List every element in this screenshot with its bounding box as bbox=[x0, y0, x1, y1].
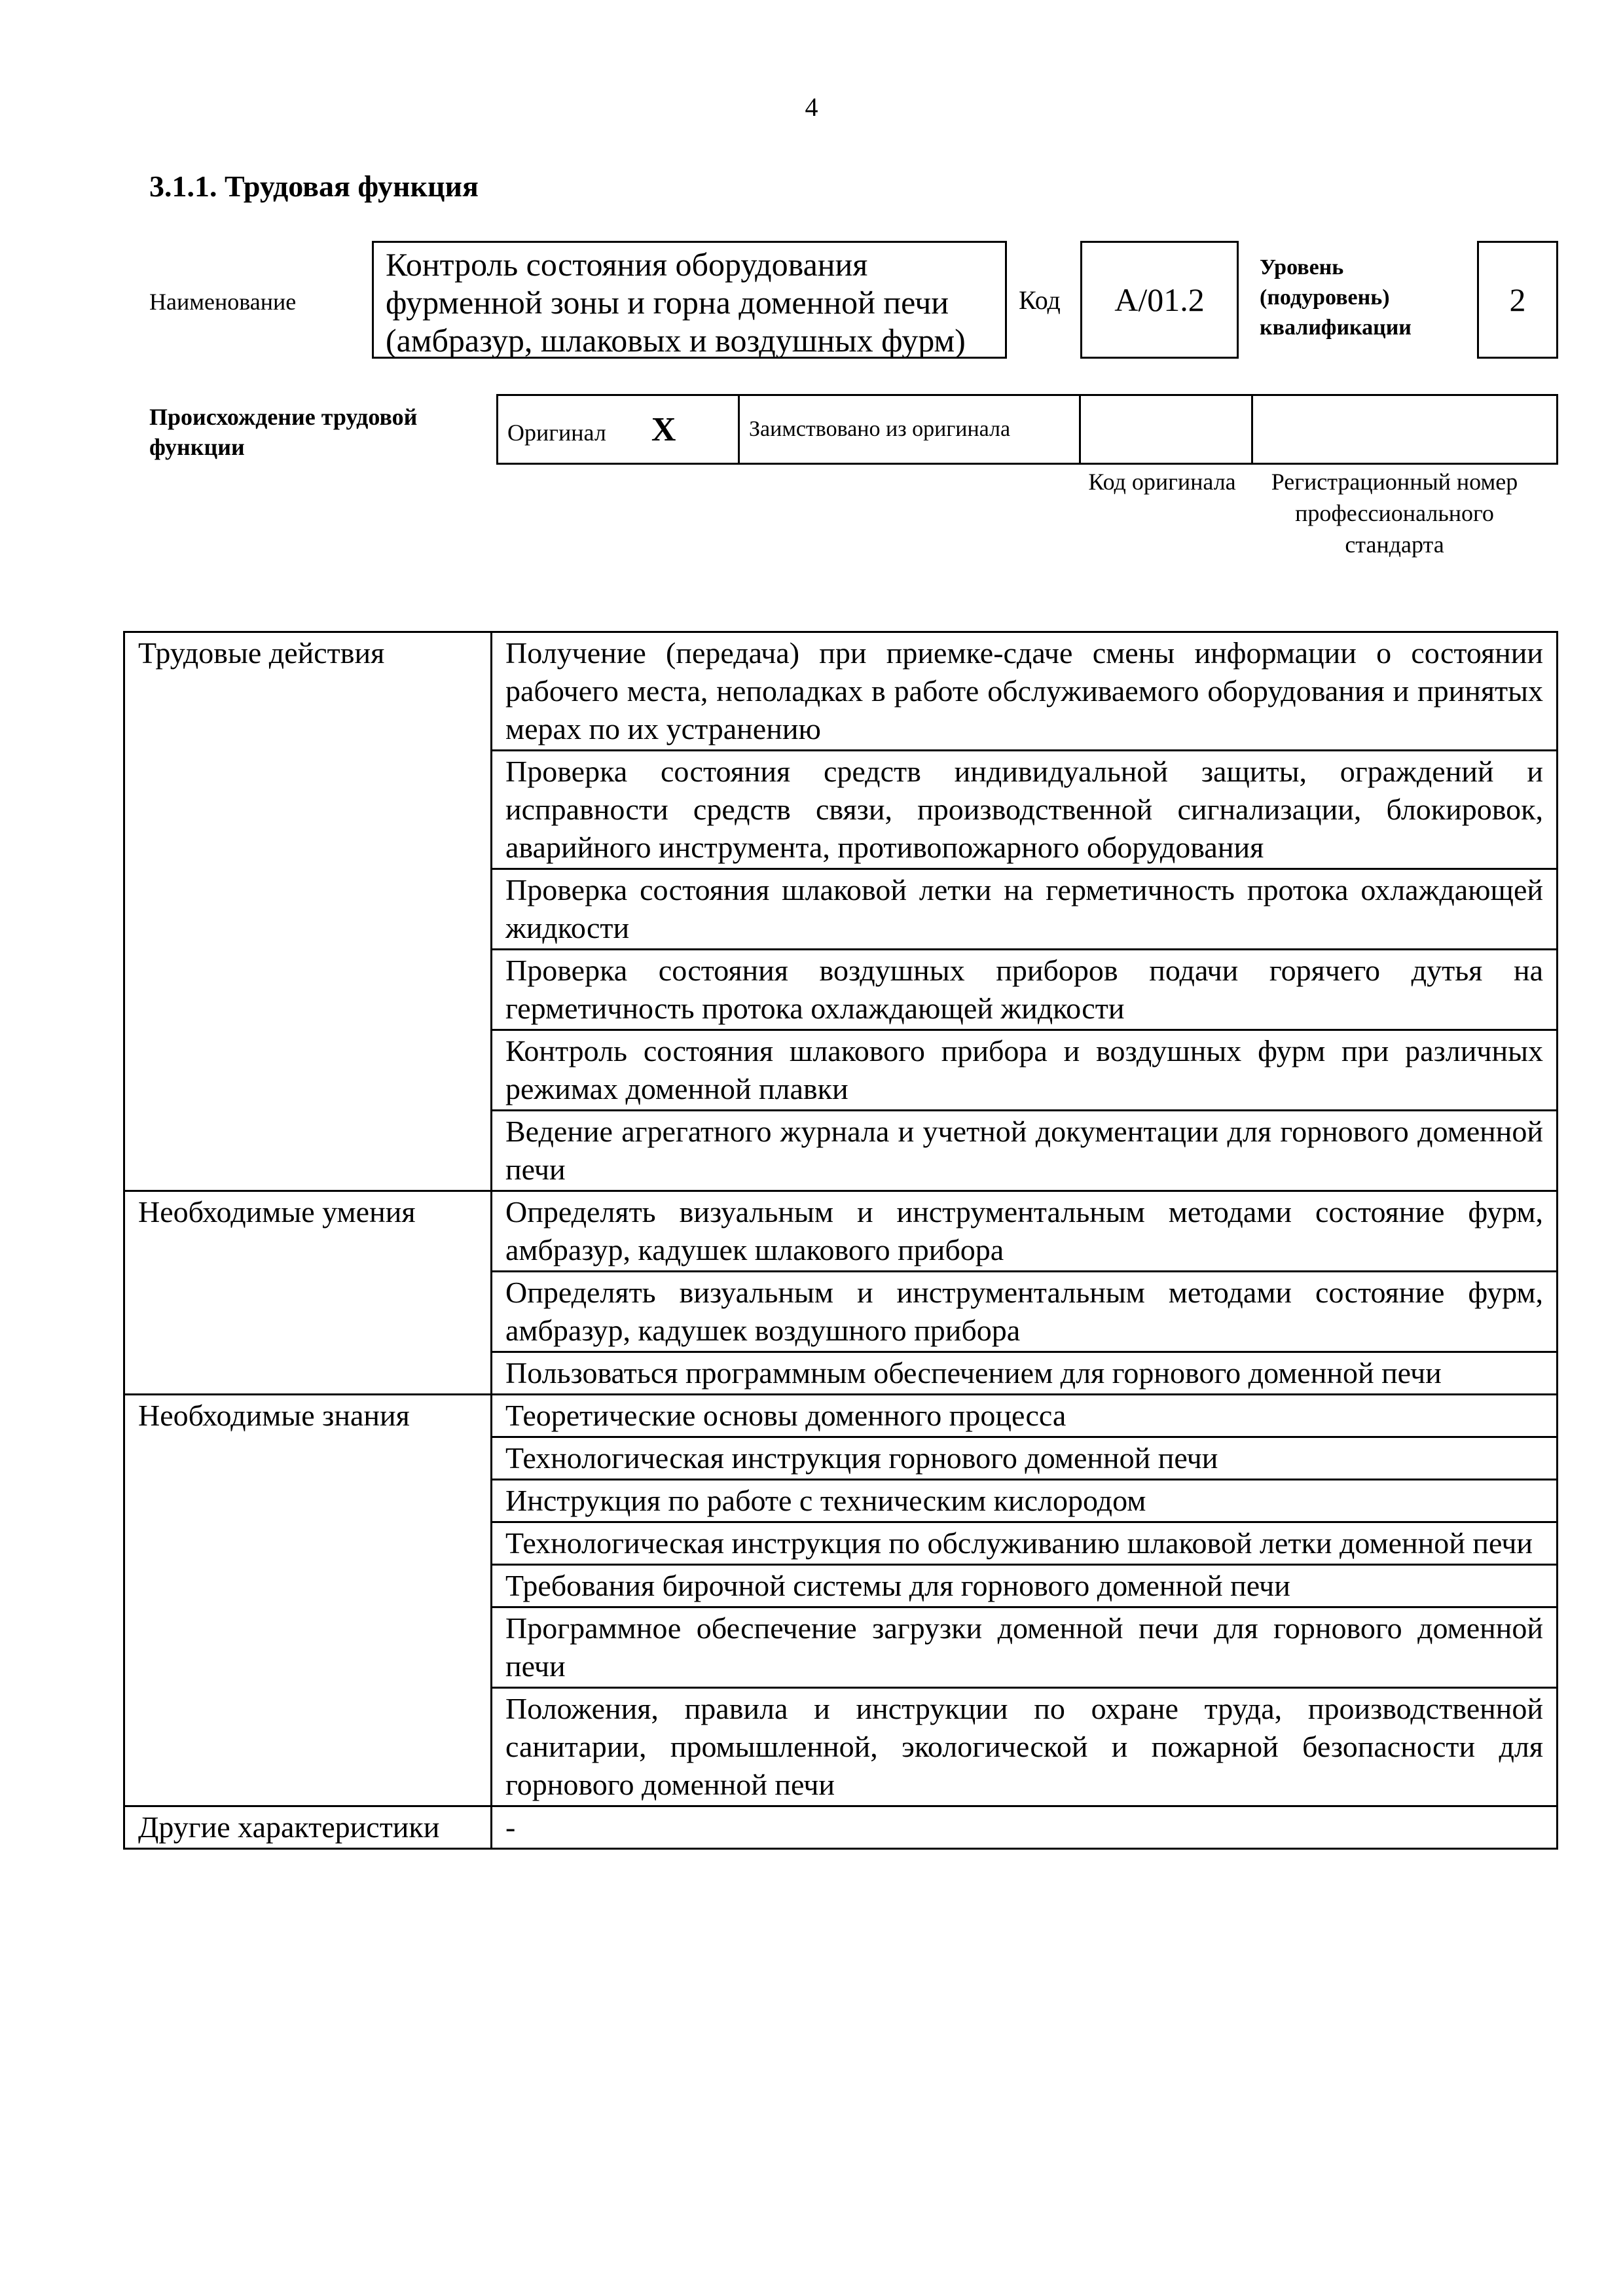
section-item-cell: Технологическая инструкция по обслуживанию шлаковой летки доменной печи bbox=[492, 1522, 1558, 1565]
section-title-cell: Другие характеристики bbox=[124, 1806, 492, 1849]
section-item-cell: - bbox=[492, 1806, 1558, 1849]
section-item-cell: Теоретические основы доменного процесса bbox=[492, 1395, 1558, 1437]
section-item-cell: Определять визуальным и инструментальным методами состояние фурм, амбразур, кадушек воздушного прибора bbox=[492, 1272, 1558, 1352]
section-item-cell: Положения, правила и инструкции по охране труда, производственной санитарии, промышленной, экологической и пожарной безопасности для горнового доменной печи bbox=[492, 1688, 1558, 1806]
section-item-cell: Программное обеспечение загрузки доменной печи для горнового доменной печи bbox=[492, 1607, 1558, 1688]
original-cell bbox=[498, 395, 739, 464]
reg-number-label: Регистрационный номер профессионального стандарта bbox=[1271, 469, 1518, 558]
section-item-cell: Технологическая инструкция горнового доменной печи bbox=[492, 1437, 1558, 1480]
borrowed-cell: Заимствовано из оригинала bbox=[739, 395, 1080, 464]
section-item-cell: Пользоваться программным обеспечением для горнового доменной печи bbox=[492, 1352, 1558, 1395]
reg-number-cell bbox=[1252, 395, 1558, 464]
section-item-cell: Получение (передача) при приемке-сдаче смены информации о состоянии рабочего места, неполадках в работе обслуживаемого оборудования и принятых мерах по их устранению bbox=[492, 632, 1558, 751]
section-item-cell: Ведение агрегатного журнала и учетной документации для горнового доменной печи bbox=[492, 1111, 1558, 1191]
section-title: 3.1.1. Трудовая функция bbox=[149, 170, 479, 203]
section-item-cell: Определять визуальным и инструментальным методами состояние фурм, амбразур, кадушек шлакового прибора bbox=[492, 1191, 1558, 1272]
origin-table bbox=[496, 394, 1558, 465]
origin-label: Происхождение трудовой функции bbox=[149, 404, 418, 460]
code-label: Код bbox=[1019, 285, 1061, 315]
table-row bbox=[124, 1806, 1558, 1849]
page-number: 4 bbox=[805, 92, 818, 122]
name-label: Наименование bbox=[149, 289, 297, 315]
section-item-cell: Требования бирочной системы для горнового доменной печи bbox=[492, 1565, 1558, 1607]
original-mark: X bbox=[651, 410, 676, 448]
table-row bbox=[124, 632, 1558, 751]
section-item-cell: Проверка состояния воздушных приборов подачи горячего дутья на герметичность протока охлаждающей жидкости bbox=[492, 950, 1558, 1030]
function-name-box: Контроль состояния оборудования фурменной зоны и горна доменной печи (амбразур, шлаковых и воздушных фурм) bbox=[372, 241, 1007, 359]
section-item-cell: Проверка состояния шлаковой летки на герметичность протока охлаждающей жидкости bbox=[492, 869, 1558, 950]
section-title-cell: Необходимые знания bbox=[124, 1395, 492, 1806]
level-label: Уровень (подуровень) квалификации bbox=[1260, 255, 1412, 340]
section-title-cell: Необходимые умения bbox=[124, 1191, 492, 1395]
original-label: Оригинал bbox=[507, 419, 606, 446]
table-row bbox=[124, 1395, 1558, 1437]
section-item-cell: Контроль состояния шлакового прибора и воздушных фурм при различных режимах доменной плавки bbox=[492, 1030, 1558, 1111]
section-item-cell: Проверка состояния средств индивидуальной защиты, ограждений и исправности средств связи, производственной сигнализации, блокировок, аварийного инструмента, противопожарного оборудования bbox=[492, 751, 1558, 869]
code-original-label: Код оригинала bbox=[1088, 469, 1236, 495]
table-row bbox=[124, 1191, 1558, 1272]
section-item-cell: Инструкция по работе с техническим кислородом bbox=[492, 1480, 1558, 1522]
code-original-cell bbox=[1080, 395, 1252, 464]
section-title-cell: Трудовые действия bbox=[124, 632, 492, 1191]
code-value-box: А/01.2 bbox=[1080, 241, 1239, 359]
level-value-box: 2 bbox=[1477, 241, 1558, 359]
function-details-table bbox=[123, 631, 1558, 1850]
